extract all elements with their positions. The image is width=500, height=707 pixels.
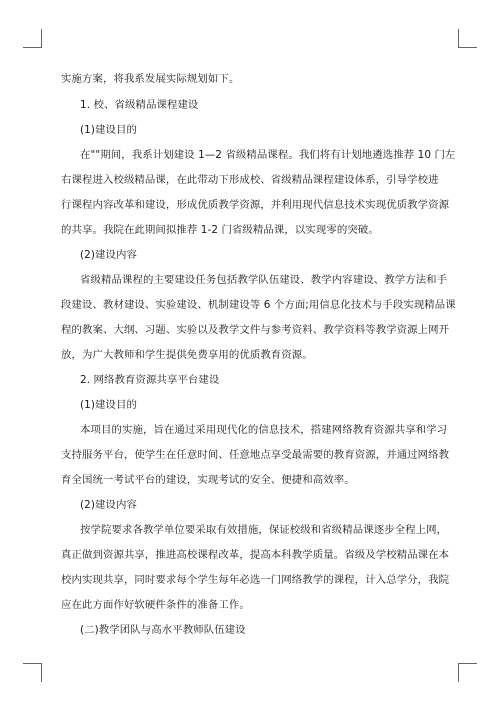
crop-mark-top-right <box>458 29 477 48</box>
paragraph-line: 的共享。我院在此期间拟推荐 1-2 门省级精品课，以实现零的突破。 <box>61 224 379 236</box>
crop-mark-bottom-left <box>23 663 42 682</box>
subheading-purpose: (1)建设目的 <box>80 399 137 411</box>
paragraph-line: 校内实现共享，同时要求每个学生每年必选一门网络教学的课程，计入总学分，我院 <box>61 574 450 586</box>
paragraph-line: 真正做到资源共享，推进高校课程改革，提高本科教学质量。省级及学校精品课在本 <box>61 549 450 561</box>
paragraph-line: 省级精品课程的主要建设任务包括教学队伍建设、教学内容建设、教学方法和手 <box>80 274 448 286</box>
paragraph-line: 按学院要求各教学单位要采取有效措施，保证校级和省级精品课逐步全程上网， <box>80 524 448 536</box>
paragraph-line: 段建设、教材建设、实验建设、机制建设等 6 个方面;用信息化技术与手段实现精品课 <box>61 299 456 311</box>
paragraph-line: 支持服务平台，使学生在任意时间、任意地点享受最需要的教育资源，并通过网络教 <box>61 449 450 461</box>
paragraph-line: 应在此方面作好软硬件条件的准备工作。 <box>61 599 250 611</box>
paragraph-line: 育全国统一考试平台的建设，实现考试的安全、便捷和高效率。 <box>61 474 355 486</box>
crop-mark-top-left <box>23 29 42 48</box>
section-heading-network: 2. 网络教育资源共享平台建设 <box>80 374 220 386</box>
paragraph-line: 行课程内容改革和建设，形成优质教学资源，并利用现代信息技术实现优质教学资源 <box>61 199 450 211</box>
subheading-purpose: (1)建设目的 <box>80 124 137 136</box>
paragraph-continuation: 实施方案，将我系发展实际规划如下。 <box>61 73 240 85</box>
section-heading-teachers: (二)教学团队与高水平教师队伍建设 <box>80 624 246 636</box>
paragraph-line: 在""期间，我系计划建设 1—2 省级精品课程。我们将有计划地遴选推荐 10 门左 <box>80 149 456 161</box>
paragraph-line: 程的教案、大纲、习题、实验以及教学文件与参考资料、教学资料等教学资源上网开 <box>61 324 450 336</box>
section-heading-course: 1. 校、省级精品课程建设 <box>80 99 199 111</box>
crop-mark-bottom-right <box>458 663 477 682</box>
subheading-content: (2)建设内容 <box>80 249 137 261</box>
subheading-content: (2)建设内容 <box>80 499 137 511</box>
paragraph-line: 放，为广大教师和学生提供免费享用的优质教育资源。 <box>61 349 313 361</box>
paragraph-line: 右课程进入校级精品课，在此带动下形成校、省级精品课程建设体系，引导学校进 <box>61 174 439 186</box>
paragraph-line: 本项目的实施，旨在通过采用现代化的信息技术，搭建网络教育资源共享和学习 <box>80 424 448 436</box>
